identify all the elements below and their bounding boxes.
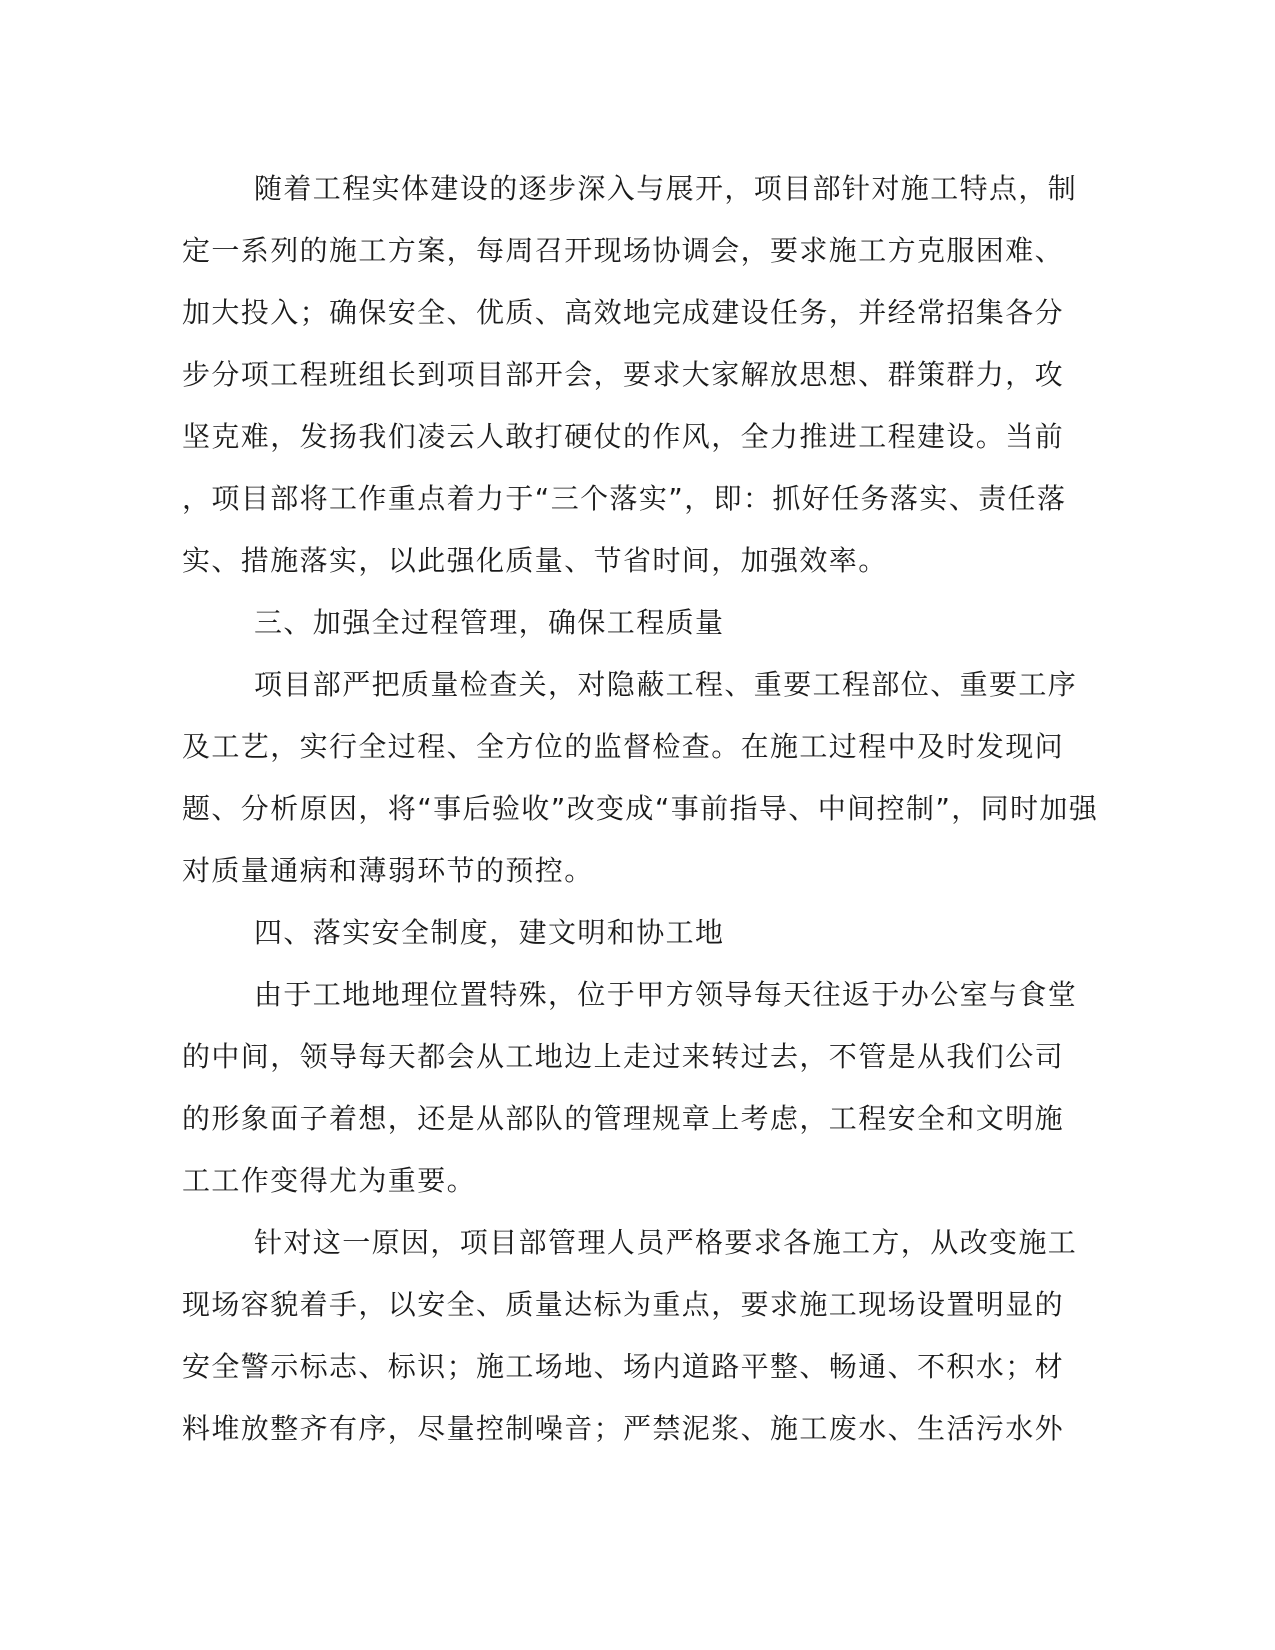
section-heading: 四、落实安全制度，建文明和协工地: [254, 916, 725, 949]
text-line: 及工艺，实行全过程、全方位的监督检查。在施工过程中及时发现问: [182, 730, 1065, 763]
text-line: 项目部严把质量检查关，对隐蔽工程、重要工程部位、重要工序: [254, 668, 1078, 701]
text-line: 随着工程实体建设的逐步深入与展开，项目部针对施工特点，制: [254, 172, 1078, 205]
text-line: 由于工地地理位置特殊，位于甲方领导每天往返于办公室与食堂: [254, 978, 1078, 1011]
text-line: 加大投入；确保安全、优质、高效地完成建设任务，并经常招集各分: [182, 296, 1065, 329]
section-heading: 三、加强全过程管理，确保工程质量: [254, 606, 725, 639]
text-line: 料堆放整齐有序，尽量控制噪音；严禁泥浆、施工废水、生活污水外: [182, 1412, 1065, 1445]
text-line: 对质量通病和薄弱环节的预控。: [182, 854, 594, 887]
text-line: 步分项工程班组长到项目部开会，要求大家解放思想、群策群力，攻: [182, 358, 1065, 391]
text-line: 的形象面子着想，还是从部队的管理规章上考虑，工程安全和文明施: [182, 1102, 1065, 1135]
text-line: 工工作变得尤为重要。: [182, 1164, 477, 1197]
text-line: 定一系列的施工方案，每周召开现场协调会，要求施工方克服困难、: [182, 234, 1065, 267]
text-line: 现场容貌着手，以安全、质量达标为重点，要求施工现场设置明显的: [182, 1288, 1065, 1321]
text-line: 的中间，领导每天都会从工地边上走过来转过去，不管是从我们公司: [182, 1040, 1065, 1073]
text-line: 坚克难，发扬我们凌云人敢打硬仗的作风，全力推进工程建设。当前: [182, 420, 1065, 453]
text-line: ，项目部将工作重点着力于“三个落实”，即：抓好任务落实、责任落: [182, 482, 1067, 515]
text-line: 实、措施落实，以此强化质量、节省时间，加强效率。: [182, 544, 888, 577]
text-line: 针对这一原因，项目部管理人员严格要求各施工方，从改变施工: [254, 1226, 1078, 1259]
text-line: 安全警示标志、标识；施工场地、场内道路平整、畅通、不积水；材: [182, 1350, 1065, 1383]
document-body: [182, 158, 1099, 1460]
text-line: 题、分析原因，将“事后验收”改变成“事前指导、中间控制”，同时加强: [182, 792, 1099, 825]
